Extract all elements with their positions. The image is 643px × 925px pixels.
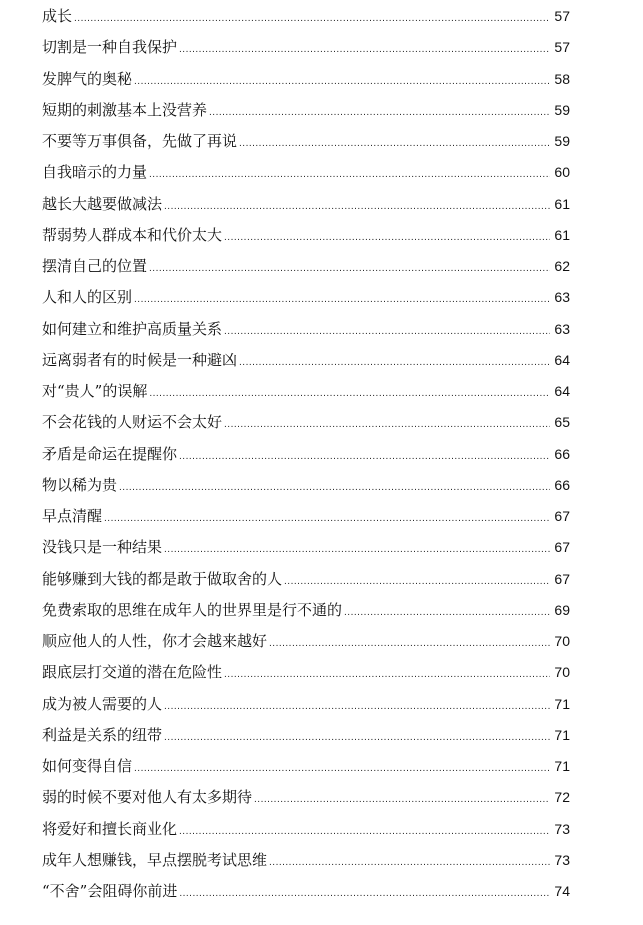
toc-entry[interactable]: [42, 626, 570, 657]
toc-entry-page-number: 66: [554, 445, 570, 462]
toc-entry-title: 顺应他人的人性，你才会越来越好: [42, 632, 268, 650]
toc-entry[interactable]: [42, 314, 570, 345]
dot-leader: [134, 284, 550, 315]
dot-leader: [224, 222, 550, 253]
toc-entry-page-number: 59: [554, 133, 570, 149]
toc-entry-page-number: 74: [554, 883, 570, 899]
toc-entry-page-number: 61: [554, 226, 570, 243]
toc-entry-page-number: 61: [554, 195, 570, 212]
toc-entry[interactable]: [42, 157, 570, 188]
dot-leader: [224, 316, 550, 347]
toc-entry-title: 没钱只是一种结果: [42, 538, 163, 557]
dot-leader: [209, 97, 550, 128]
toc-entry-page-number: 64: [554, 351, 570, 368]
toc-entry-title: 成年人想赚钱，早点摆脱考试思维: [42, 850, 268, 869]
toc-entry-page-number: 69: [554, 601, 570, 618]
toc-entry-page-number: 73: [554, 851, 570, 868]
toc-entry-title: 不要等万事俱备，先做了再说: [42, 132, 238, 150]
toc-entry-title: 早点清醒: [42, 507, 103, 525]
dot-leader: [284, 566, 550, 597]
toc-entry-page-number: 64: [554, 383, 570, 399]
toc-entry-title: 免费索取的思维在成年人的世界里是行不通的: [42, 600, 343, 619]
toc-entry[interactable]: [42, 345, 570, 376]
dot-leader: [74, 3, 550, 34]
toc-entry[interactable]: [42, 751, 570, 782]
table-of-contents: [42, 1, 570, 907]
toc-entry-title: “不舍”会阻碍你前进: [42, 882, 178, 900]
dot-leader: [224, 659, 550, 690]
dot-leader: [119, 472, 550, 503]
dot-leader: [164, 534, 550, 565]
toc-entry-page-number: 58: [554, 70, 570, 87]
toc-entry-title: 跟底层打交道的潜在危险性: [42, 663, 223, 682]
toc-entry-title: 如何建立和维护高质量关系: [42, 319, 223, 338]
toc-entry-title: 切割是一种自我保护: [42, 38, 178, 57]
toc-entry-title: 自我暗示的力量: [42, 163, 148, 182]
toc-entry[interactable]: [42, 595, 570, 626]
dot-leader: [344, 597, 550, 628]
toc-entry[interactable]: [42, 470, 570, 501]
toc-entry-title: 弱的时候不要对他人有太多期待: [42, 788, 253, 807]
toc-entry-title: 不会花钱的人财运不会太好: [42, 413, 223, 432]
toc-entry-title: 对“贵人”的误解: [42, 382, 148, 400]
toc-entry-title: 将爱好和擅长商业化: [42, 819, 178, 838]
toc-entry[interactable]: [42, 282, 570, 313]
toc-entry-title: 短期的刺激基本上没营养: [42, 100, 208, 119]
toc-entry[interactable]: [42, 220, 570, 251]
dot-leader: [104, 503, 550, 534]
dot-leader: [179, 878, 550, 909]
toc-entry[interactable]: [42, 376, 570, 407]
toc-entry[interactable]: [42, 689, 570, 720]
dot-leader: [224, 409, 550, 440]
dot-leader: [164, 191, 550, 222]
toc-entry-page-number: 67: [554, 508, 570, 524]
toc-entry-page-number: 57: [554, 8, 570, 24]
toc-entry-page-number: 62: [554, 258, 570, 274]
dot-leader: [239, 347, 550, 378]
toc-entry-page-number: 71: [554, 758, 570, 774]
toc-entry-title: 矛盾是命运在提醒你: [42, 444, 178, 463]
toc-entry-title: 发脾气的奥秘: [42, 69, 133, 88]
toc-entry[interactable]: [42, 95, 570, 126]
toc-entry[interactable]: [42, 876, 570, 907]
dot-leader: [164, 722, 550, 753]
dot-leader: [179, 441, 550, 472]
toc-entry-page-number: 71: [554, 695, 570, 712]
dot-leader: [134, 66, 550, 97]
toc-entry-page-number: 70: [554, 664, 570, 681]
dot-leader: [149, 253, 550, 284]
toc-entry-page-number: 57: [554, 39, 570, 56]
toc-entry-title: 成为被人需要的人: [42, 694, 163, 713]
toc-entry-title: 成长: [42, 7, 73, 25]
dot-leader: [254, 784, 550, 815]
dot-leader: [179, 34, 550, 65]
toc-entry-page-number: 72: [554, 789, 570, 806]
toc-entry[interactable]: [42, 251, 570, 282]
toc-entry-page-number: 63: [554, 320, 570, 337]
toc-entry-page-number: 70: [554, 633, 570, 649]
toc-entry[interactable]: [42, 439, 570, 470]
toc-entry[interactable]: [42, 720, 570, 751]
toc-entry[interactable]: [42, 189, 570, 220]
toc-entry-title: 帮弱势人群成本和代价太大: [42, 225, 223, 244]
toc-entry[interactable]: [42, 657, 570, 688]
dot-leader: [269, 847, 550, 878]
dot-leader: [239, 128, 550, 159]
toc-entry-page-number: 71: [554, 726, 570, 743]
toc-entry-title: 越长大越要做减法: [42, 194, 163, 213]
toc-entry-title: 物以稀为贵: [42, 475, 118, 494]
toc-entry-page-number: 67: [554, 539, 570, 556]
toc-entry[interactable]: [42, 64, 570, 95]
toc-entry-title: 能够赚到大钱的都是敢于做取舍的人: [42, 569, 283, 588]
dot-leader: [149, 159, 550, 190]
toc-entry[interactable]: [42, 814, 570, 845]
toc-entry-title: 利益是关系的纽带: [42, 725, 163, 744]
toc-entry-page-number: 67: [554, 570, 570, 587]
toc-entry[interactable]: [42, 501, 570, 532]
toc-entry-title: 远离弱者有的时候是一种避凶: [42, 350, 238, 369]
toc-entry[interactable]: [42, 845, 570, 876]
toc-entry-page-number: 63: [554, 289, 570, 306]
toc-entry-page-number: 65: [554, 414, 570, 431]
toc-entry[interactable]: [42, 407, 570, 438]
toc-entry[interactable]: [42, 564, 570, 595]
toc-entry[interactable]: [42, 782, 570, 813]
toc-entry-page-number: 60: [554, 164, 570, 181]
toc-entry[interactable]: [42, 126, 570, 157]
dot-leader: [134, 753, 550, 784]
toc-entry[interactable]: [42, 532, 570, 563]
toc-entry-page-number: 73: [554, 820, 570, 837]
toc-entry-page-number: 59: [554, 101, 570, 118]
toc-entry[interactable]: [42, 1, 570, 32]
dot-leader: [164, 691, 550, 722]
dot-leader: [179, 816, 550, 847]
dot-leader: [149, 378, 550, 409]
toc-entry-title: 摆清自己的位置: [42, 257, 148, 275]
toc-entry-title: 如何变得自信: [42, 757, 133, 775]
dot-leader: [269, 628, 550, 659]
toc-entry-page-number: 66: [554, 476, 570, 493]
toc-entry[interactable]: [42, 32, 570, 63]
toc-entry-title: 人和人的区别: [42, 288, 133, 307]
